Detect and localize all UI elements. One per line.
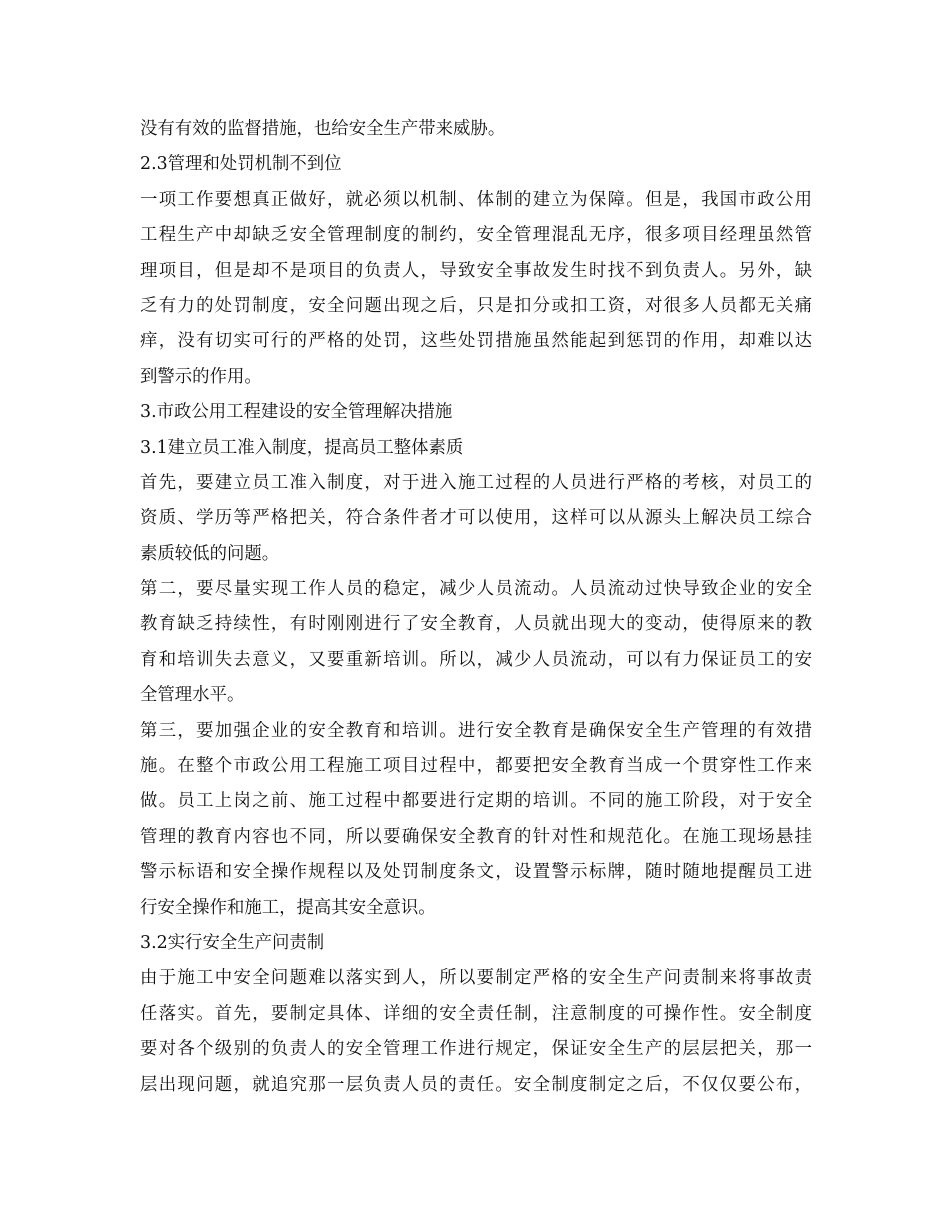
text-line: 3.1建立员工准入制度，提高员工整体素质 [140, 437, 464, 458]
text-line: 乏有力的处罚制度，安全问题出现之后，只是扣分或扣工资，对很多人员都无关痛 [140, 295, 812, 316]
text-line: 一项工作要想真正做好，就必须以机制、体制的建立为保障。但是，我国市政公用 [140, 189, 812, 210]
text-line: 层出现问题，就追究那一层负责人员的责任。安全制度制定之后，不仅仅要公布， [140, 1074, 812, 1095]
text-line: 没有有效的监督措施，也给安全生产带来威胁。 [140, 119, 506, 139]
text-line: 育和培训失去意义，又要重新培训。所以，减少人员流动，可以有力保证员工的安 [140, 649, 812, 670]
text-line: 行安全操作和施工，提高其安全意识。 [140, 897, 436, 918]
text-line: 资质、学历等严格把关，符合条件者才可以使用，这样可以从源头上解决员工综合 [140, 508, 812, 529]
text-line: 2.3管理和处罚机制不到位 [140, 154, 342, 175]
text-line: 全管理水平。 [140, 685, 245, 706]
text-line: 警示标语和安全操作规程以及处罚制度条文，设置警示标牌，随时随地提醒员工进 [140, 862, 812, 883]
text-line: 教育缺乏持续性，有时刚刚进行了安全教育，人员就出现大的变动，使得原来的教 [140, 614, 812, 635]
text-line: 工程生产中却缺乏安全管理制度的制约，安全管理混乱无序，很多项目经理虽然管 [140, 225, 812, 246]
text-line: 由于施工中安全问题难以落实到人，所以要制定严格的安全生产问责制来将事故责 [140, 968, 812, 989]
text-line: 首先，要建立员工准入制度，对于进入施工过程的人员进行严格的考核，对员工的 [140, 472, 812, 493]
text-line: 3.市政公用工程建设的安全管理解决措施 [140, 402, 453, 423]
text-line: 管理的教育内容也不同，所以要确保安全教育的针对性和规范化。在施工现场悬挂 [140, 826, 812, 847]
text-line: 施。在整个市政公用工程施工项目过程中，都要把安全教育当成一个贯穿性工作来 [140, 756, 812, 777]
text-line: 3.2实行安全生产问责制 [140, 932, 325, 953]
text-line: 到警示的作用。 [140, 366, 262, 387]
text-line: 理项目，但是却不是项目的负责人，导致安全事故发生时找不到负责人。另外，缺 [140, 260, 812, 281]
text-line: 做。员工上岗之前、施工过程中都要进行定期的培训。不同的施工阶段，对于安全 [140, 791, 812, 812]
text-line: 痒，没有切实可行的严格的处罚，这些处罚措施虽然能起到惩罚的作用，却难以达 [140, 331, 812, 352]
text-line: 任落实。首先，要制定具体、详细的安全责任制，注意制度的可操作性。安全制度 [140, 1003, 812, 1024]
text-line: 素质较低的问题。 [140, 543, 280, 564]
text-line: 要对各个级别的负责人的安全管理工作进行规定，保证安全生产的层层把关，那一 [140, 1039, 812, 1060]
text-line: 第三，要加强企业的安全教育和培训。进行安全教育是确保安全生产管理的有效措 [140, 720, 812, 741]
text-line: 第二，要尽量实现工作人员的稳定，减少人员流动。人员流动过快导致企业的安全 [140, 579, 812, 600]
document-body [140, 112, 812, 1103]
